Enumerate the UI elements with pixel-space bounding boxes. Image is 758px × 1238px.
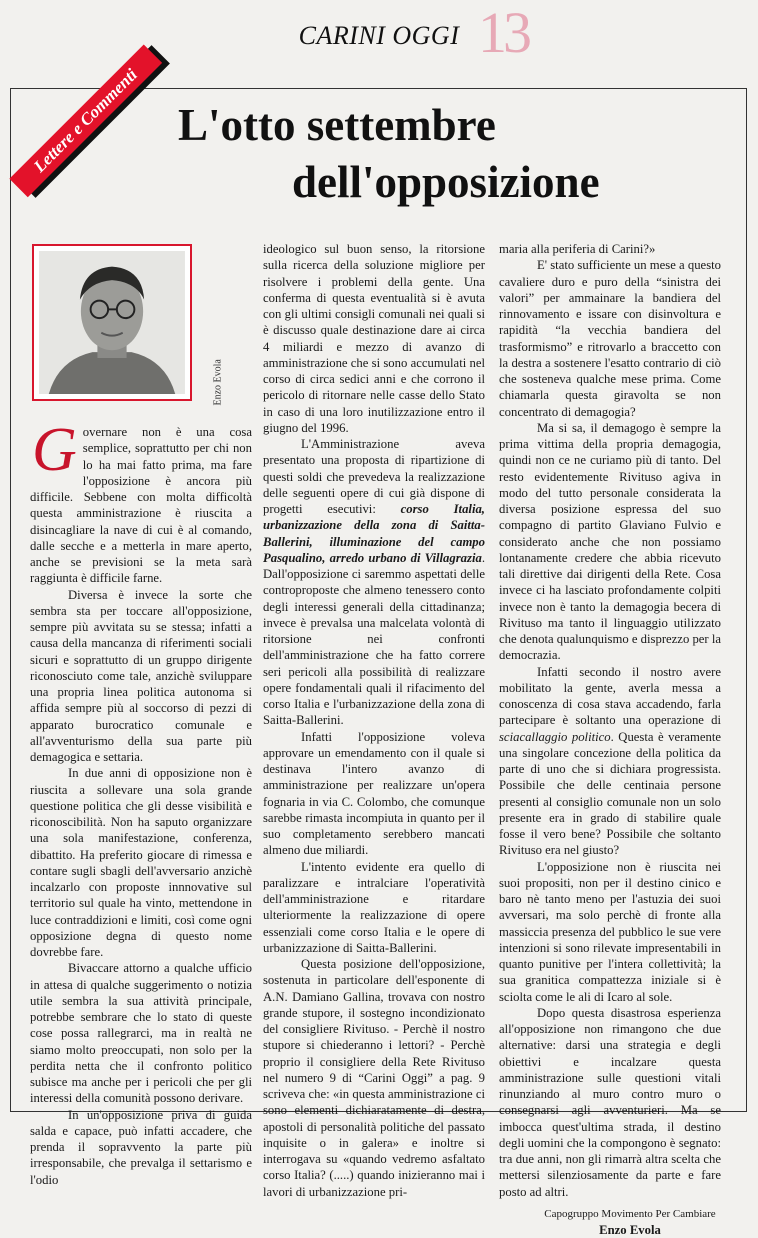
paragraph: In due anni di opposizione non è riuscita a sollevare una sola grande questione politica che gli desse visibilità e riconoscibilità. Non ha saputo organizzare una sola manifestazione, conferenza, dibattito. Ha preferito giocare di rimessa e contare sugli sbagli dell'avversario anzichè incalzarlo con proposte innnovative sul territorio sul quale ha vinto, mettendone in luce contraddizioni e limiti, così come ogni opposizione degna di questo nome dovrebbe fare. [30, 766, 252, 959]
paragraph: Ma si sa, il demagogo è sempre la prima vittima della propria demagogia, quindi non ce ne curiamo più di tanto. Del resto evidentemente Rivituso agiva in modo del tutto personale considerata la diversa posizione espressa del suo compagno di partito Glaviano Fulvio e considerato anche che non possiamo lontanamente credere che abbia ricevuto tali direttive dai dirigenti della Rete. Cosa invece ci ha lasciato profondamente colpiti invece non è tanto la demagogia becera di Rivituso ma tanto il linguaggio utilizzato che denota qualunquismo e disprezzo per la democrazia. [499, 420, 721, 663]
paragraph [30, 416, 252, 587]
paragraph: Dopo questa disastrosa esperienza all'opposizione non rimangono che due alternative: darsi una strategia e degli obiettivi e incalzare questa amministrazione sulle questioni vitali rinunziando al muro contro muro o consegnarsi agli avventurieri. Ma se imbocca quest'ultima strada, il destino degli uomini che la compongono è segnato: tra due anni, non gli rimarrà altra scelta che mettersi silenziosamente da parte e fare posto ad altri. [499, 1005, 721, 1199]
section-label: Lettere e Commenti [9, 44, 162, 197]
paragraph: ideologico sul buon senso, la ritorsione sulla ricerca della soluzione migliore per risolvere i problemi della gente. Una conferma di questa eventualità si è avuta con gli ultimi consigli comunali nei quali si è discusso quale destinazione dare ai circa 4 miliardi e mezzo di avanzo di amministrazione che si sono accumulati nel corso di circa sedici anni e che corrono il pericolo di ritornare nelle casse dello Stato in caso di una loro inutilizzazione entro il giugno del 1996. [263, 242, 485, 435]
paragraph [263, 436, 485, 729]
paragraph: Questa posizione dell'opposizione, sostenuta in particolare dell'esponente di A.N. Damiano Gallina, trovava con nostro grande stupore, il sostegno incondizionato del consigliere Rivituso. - Perchè il nostro stupore si chiederanno i lettori? - Perchè proprio il consigliere della Rete Rivituso nel numero 9 di “Carini Oggi” a pag. 9 scriveva che: «in questa amministrazione ci sono elementi dichiaratamente di destra, apostoli di personalità politiche del passato inquisite o in galera» e inoltre si interrogava su «quando vedremo asfaltato corso Italia? (.....) quando inizieranno mai i lavori di urbanizzazione pri- [263, 957, 485, 1199]
column-1 [30, 416, 252, 1188]
paragraph: L'opposizione non è riuscita nei suoi propositi, non per il destino cinico e baro nè tanto meno per l'astuzia dei suoi avversari, ma solo perchè di fronte alla massiccia presenza del pubblico le sue vere intenzioni si sono rilevate impresentabili in quanto punitive per l'intera collettività; la sua granitica compattezza iniziale si è sciolta come le ali di Icaro al sole. [499, 859, 721, 1004]
paragraph: In un'opposizione priva di guida salda e capace, può infatti accadere, che prenda il sopravvento la parte più irresponsabile, che prevalga il settarismo e l'odio [30, 1107, 252, 1187]
publication-name: CARINI OGGI [298, 21, 460, 50]
drop-cap: G [32, 416, 77, 484]
portrait-image [39, 251, 185, 394]
signature-name: Enzo Evola [599, 1223, 661, 1237]
paragraph [499, 664, 721, 859]
author-photo [32, 244, 192, 401]
paragraph-text: overnare non è una cosa semplice, soprattutto per chi non lo ha mai fatto prima, ma fare l'opposizione è ancora più difficile. Sebbene con molta difficoltà questa amministrazione è riuscita a disincagliare la nave di cui è al comando, dalle secche e a metterla in mare aperto, anche se previsioni se la meta sarà raggiunta è difficile farne. [30, 425, 252, 586]
column-2 [263, 241, 485, 1200]
column-3 [499, 241, 721, 1238]
paragraph: Bivaccare attorno a qualche ufficio in attesa di qualche suggerimento o notizia utile sembra la sua attività principale, potrebbe sembrare che lo stato di queste cose possa rallegrarci, ma in realtà ne siamo molto preoccupati, non solo per la perdita netta che il confronto politico subisce ma anche per i pericoli che per gli interessi della comunità possono derivare. [30, 961, 252, 1106]
emphasized-text: corso Italia, urbanizzazione della zona di Saitta-Ballerini, illuminazione del campo Pasqualino, arredo urbano di Villagrazia [263, 502, 485, 565]
paragraph-text: L'Amministrazione aveva presentato una proposta di ripartizione di questi soldi che prevedeva la realizzazione delle seguenti opere di cui già dispone di progetti esecutivi: [263, 437, 485, 516]
paragraph: E' stato sufficiente un mese a questo cavaliere duro e puro della “sinistra dei valori” per ammainare la bandiera del rinnovamento e issare con disinvoltura e rapidità “la vecchia bandiera del trasformismo” e ritrovarlo a braccetto con la destra a sostenere l'esatto contrario di ciò che sosteneva qualche mese prima. Come chiamarla questa giravolta se non concentrato di demagogia? [499, 258, 721, 419]
headline-line-2: dell'opposizione [292, 157, 600, 207]
paragraph: Infatti l'opposizione voleva approvare un emendamento con il quale si destinava l'intero avanzo di amministrazione per realizzare un'opera fognaria in via C. Colombo, che comunque sarebbe rimasta incompiuta in quanto per il suo completamento serebbero mancati almeno due miliardi. [263, 729, 485, 858]
signature-role: Capogruppo Movimento Per Cambiare [544, 1207, 716, 1220]
paragraph-text: . Dall'opposizione ci saremmo aspettati delle controproposte che almeno tenessero conto degli interessi generali della cittadinanza; invece è prevalsa una malcelata volontà di ritorsione nei confronti dell'amministrazione che ha fatto correre seri pericoli alla possibilità di realizzare opere fondamentali quali il rifacimento del corso Italia e l'urbanizzazione della zona di Saitta-Ballerini. [263, 550, 485, 728]
paragraph: L'intento evidente era quello di paralizzare e intralciare l'operatività dell'amministrazione e ritardare ulteriormente la realizzazione di opere essenziali come corso Italia e le opere di urbanizzazione di Saitta-Ballerini. [263, 859, 485, 955]
paragraph: Diversa è invece la sorte che sembra sta per toccare all'opposizione, sempre più avvitata su se stessa; infatti a causa della mancanza di riferimenti sociali sicuri e soprattutto di un gruppo dirigente riconosciuto come tale, anzichè sviluppare una propria linea politica autonoma si affida sempre più al soccorso di pezzi di apparato burocratico comunale e all'avventurismo della sua parte più demagogica e settaria. [30, 587, 252, 764]
photo-caption: Enzo Evola [212, 359, 224, 406]
masthead [0, 0, 758, 65]
paragraph-text: . Questa è veramente una singolare concezione della politica da parte di uno che si dichiara progressista. Possibile che delle centinaia persone presenti al consiglio comunale non un solo presente era in grado di stabilire quale fosse il vero bene? Possibile che soltanto Rivituso era nel giusto? [499, 729, 721, 858]
paragraph: maria alla periferia di Carini?» [499, 242, 656, 256]
headline-line-1: L'otto settembre [178, 100, 496, 150]
page-number: 13 [478, 0, 528, 65]
paragraph-text: Infatti secondo il nostro avere mobilitato la gente, averla messa a conoscenza di cosa stava accadendo, farla partecipare è soltanto una operazione di [499, 664, 721, 728]
emphasized-text: sciacallaggio politico [499, 729, 611, 744]
